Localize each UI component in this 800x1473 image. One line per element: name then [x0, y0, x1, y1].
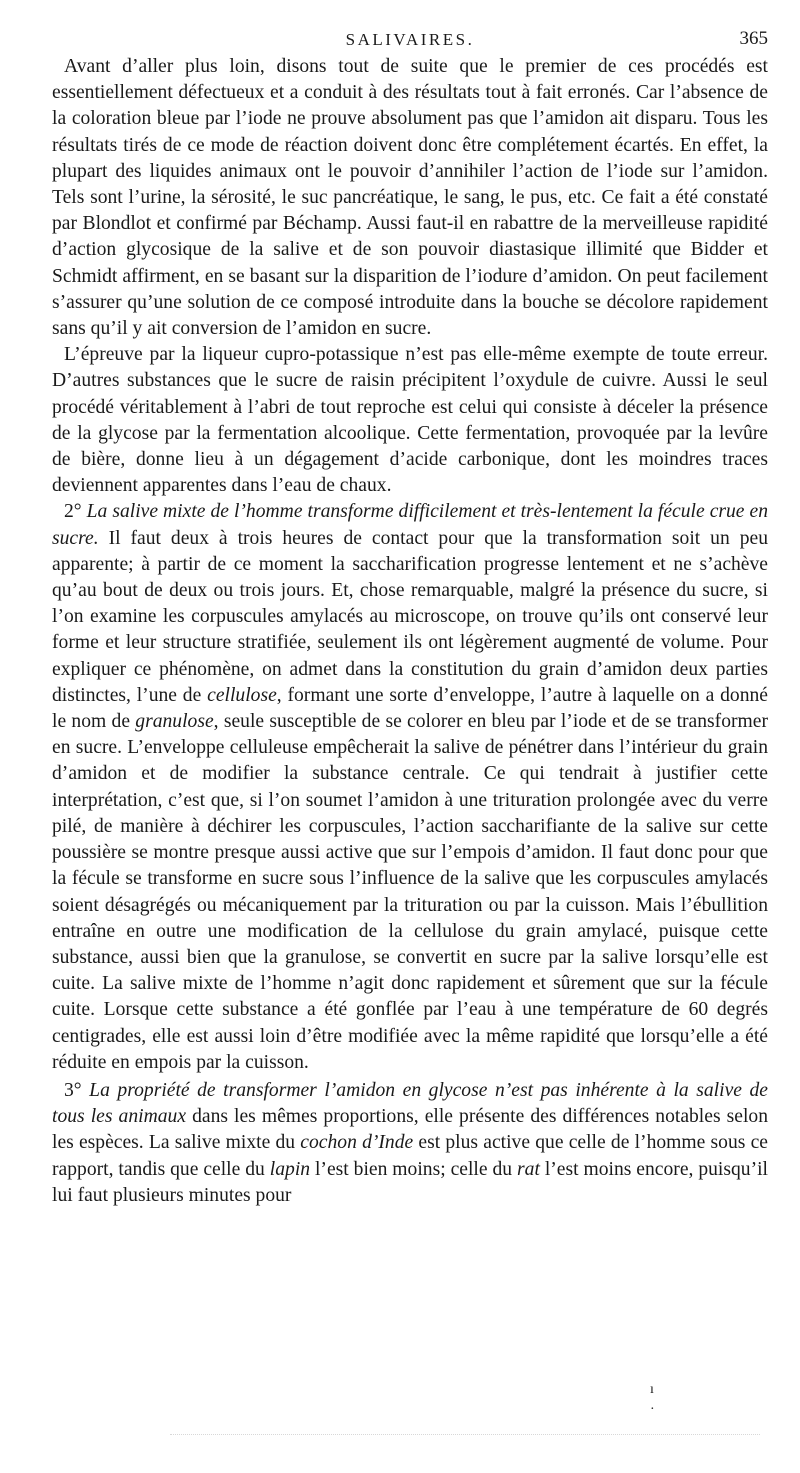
page-number: 365 [739, 28, 768, 49]
page-header [52, 26, 768, 54]
stray-mark: · [650, 1402, 655, 1417]
italic-text: lapin [269, 1158, 311, 1180]
italic-text: cellulose [207, 684, 277, 706]
paragraph [52, 499, 768, 1075]
footer-rule [170, 1434, 760, 1438]
text-run: 2° [64, 501, 87, 523]
body-text [52, 54, 768, 1209]
running-title: SALIVAIRES. [345, 30, 475, 49]
paragraph [52, 342, 768, 499]
italic-text: La salive mixte de l’homme transforme difficilement et très-lentement la fécule crue en sucre. [52, 501, 768, 549]
text-run: dans les mêmes proportions, elle présente des différences notables selon les espèces. La salive mixte du [52, 1106, 768, 1154]
paragraph [52, 54, 768, 342]
text-run: , formant une sorte d’enveloppe, l’autre à laquelle on a donné le nom de [52, 684, 768, 733]
text-run: , seule susceptible de se colorer en bleu par l’iode et de se transformer en sucre. L’enveloppe celluleuse empêcherait la salive de pénétrer dans l’intérieur du grain d’amidon et de modifier la substance centrale. Ce qui tendrait à justifier cette interprétation, c’est que, si l’on soumet l’amidon à une trituration prolongée avec du verre pilé, de manière à déchirer les corpuscules, l’action saccharifiante de la salive sur cette poussière se montre presque aussi active que sur l’empois d’amidon. Il faut donc pour que la fécule se transforme en sucre sous l’influence de la salive que les corpuscules amylacés soient désagrégés ou mécaniquement par la trituration ou par la cuisson. Mais l’ébullition entraîne en outre une modification de la cellulose du grain amylacé, puisque cette substance, aussi bien que la granulose, se convertit en sucre par la salive lorsqu’elle est cuite. La salive mixte de l’homme n’agit donc rapidement et sûrement que sur la fécule cuite. Lorsque cette substance a été gonflée par l’eau à une température de 60 degrés centigrades, elle est aussi loin d’être modifiée avec la même rapidité que lorsqu’elle a été réduite en empois par la cuisson. [52, 711, 768, 1073]
stray-mark: ı [650, 1382, 654, 1397]
book-page [52, 26, 768, 1209]
text-run: l’est moins encore, puisqu’il lui faut plusieurs minutes pour [52, 1158, 769, 1206]
paragraph [52, 1078, 768, 1209]
text-run: est plus active que celle de l’homme sous ce rapport, tandis que celle du [52, 1132, 768, 1180]
italic-text: rat [517, 1158, 540, 1180]
text-run: Il faut deux à trois heures de contact pour que la transformation soit un peu apparente; à partir de ce moment la saccharification progresse lentement et ne s’achève qu’au bout de deux ou trois jours. Et, chose remarquable, malgré la présence du sucre, si l’on examine les corpuscules amylacés au microscope, on trouve qu’ils ont conservé leur forme et leur structure stratifiée, seulement ils ont légèrement augmenté de volume. Pour expliquer ce phénomène, on admet dans la constitution du grain d’amidon deux parties distinctes, l’une de [52, 527, 768, 706]
text-run: 3° [64, 1079, 90, 1101]
italic-text: La propriété de transformer l’amidon en glycose n’est pas inhérente à la salive de tous les animaux [52, 1079, 768, 1128]
text-run: L’épreuve par la liqueur cupro-potassique n’est pas elle-même exempte de toute erreur. D’autres substances que le sucre de raisin précipitent l’oxydule de cuivre. Aussi le seul procédé véritablement à l’abri de tout reproche est celui qui consiste à déceler la présence de la glycose par la fermentation alcoolique. Cette fermentation, provoquée par la levûre de bière, donne lieu à un dégagement d’acide carbonique, dont les moindres traces deviennent apparentes dans l’eau de chaux. [52, 344, 768, 497]
text-run: l’est bien moins; celle du [310, 1158, 518, 1180]
stray-marks [650, 1380, 655, 1420]
italic-text: cochon d’Inde [300, 1132, 414, 1154]
italic-text: granulose [135, 711, 214, 733]
text-run: Avant d’aller plus loin, disons tout de suite que le premier de ces procédés est essentiellement défectueux et a conduit à des résultats tout à fait erronés. Car l’absence de la coloration bleue par l’iode ne prouve absolument pas que l’amidon ait disparu. Tous les résultats tirés de ce mode de réaction doivent donc être complétement écartés. En effet, la plupart des liquides animaux ont le pouvoir d’annihiler l’action de l’iode sur l’amidon. Tels sont l’urine, la sérosité, le suc pancréatique, le sang, le pus, etc. Ce fait a été constaté par Blondlot et confirmé par Béchamp. Aussi faut-il en rabattre de la merveilleuse rapidité d’action glycosique de la salive et de son pouvoir diastasique illimité que Bidder et Schmidt affirment, en se basant sur la disparition de l’iodure d’amidon. On peut facilement s’assurer qu’une solution de ce composé introduite dans la bouche se décolore rapidement sans qu’il y ait conversion de l’amidon en sucre. [52, 56, 768, 340]
